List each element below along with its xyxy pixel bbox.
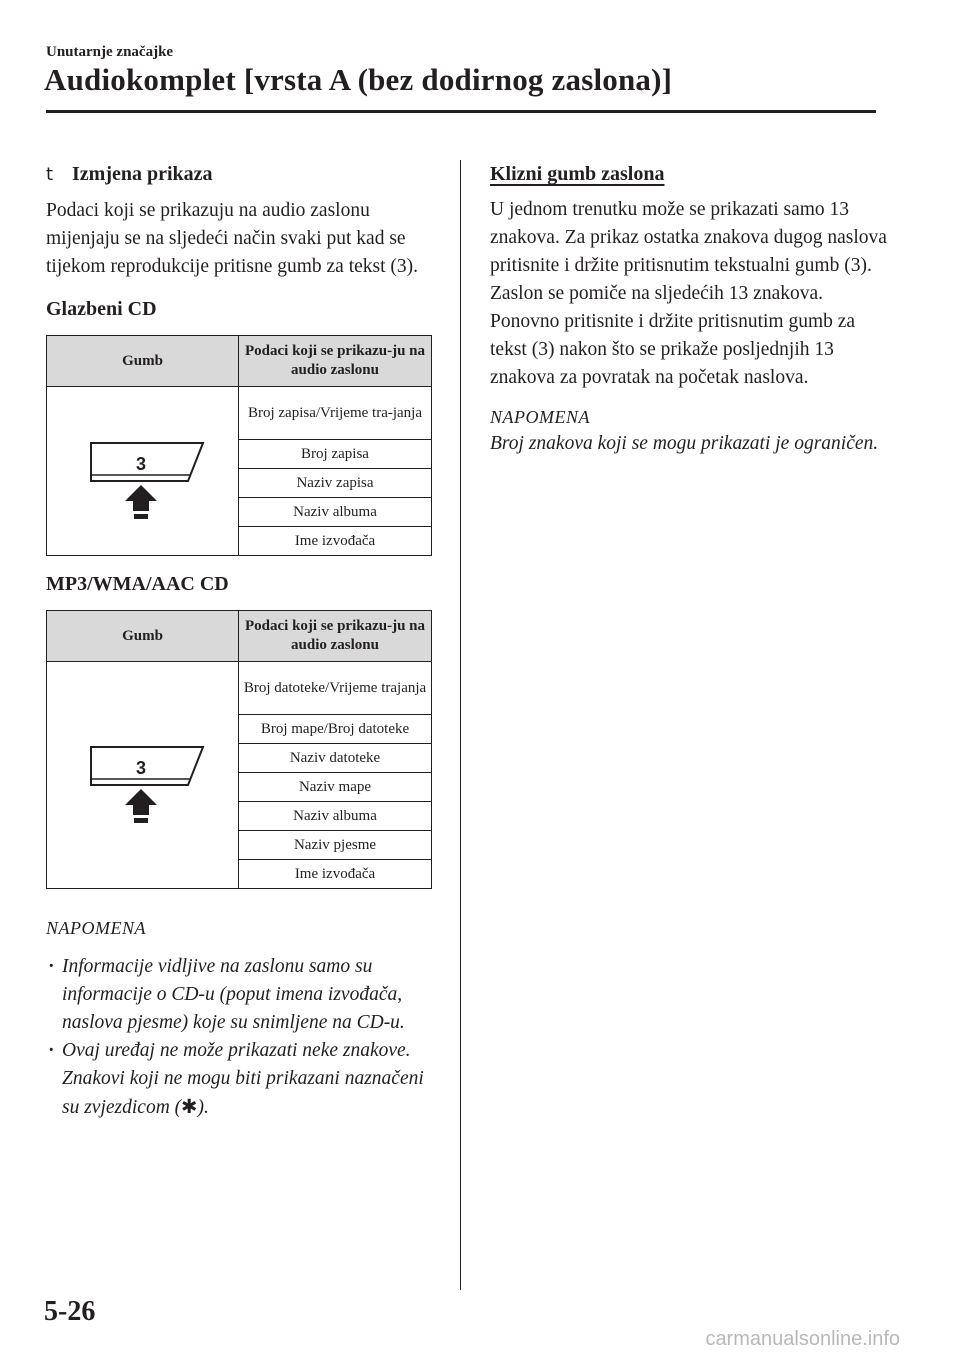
mp3-cd-heading: MP3/WMA/AAC CD: [46, 573, 229, 595]
table-header-display-data: Podaci koji se prikazu-ju na audio zaslonu: [239, 336, 432, 387]
scroll-button-body: U jednom trenutku može se prikazati samo 13 znakova. Za prikaz ostatka znakova dugog naslova pritisnite i držite pritisnutim tekstualni gumb (3). Zaslon se pomiče na sljedećih 13 znakova. Ponovno pritisnite i držite pritisnutim gumb za tekst (3) nakon što se prikaže posljednjih 13 znakova za povratak na početak naslova.: [490, 199, 887, 388]
page-title: Audiokomplet [vrsta A (bez dodirnog zaslona)]: [44, 62, 673, 97]
page-number: 5-26: [44, 1296, 96, 1327]
note-body: Broj znakova koji se mogu prikazati je ograničen.: [490, 433, 879, 454]
button-number: 3: [135, 758, 147, 778]
table-row: Naziv albuma: [239, 498, 432, 527]
note-text-end: ).: [197, 1097, 209, 1118]
text-button-illustration: [47, 662, 239, 889]
display-change-heading-text: Izmjena prikaza: [72, 163, 213, 185]
section-label: Unutarnje značajke: [46, 44, 174, 60]
table-row: Broj zapisa/Vrijeme tra-janja: [239, 387, 432, 440]
note-text: Ovaj uređaj ne može prikazati neke znakove. Znakovi koji ne mogu biti prikazani naznačeni su zvjezdicom (: [62, 1040, 424, 1118]
text-button-3-icon: [47, 393, 238, 543]
table-row: Naziv datoteke: [239, 744, 432, 773]
table-header-button: Gumb: [47, 611, 239, 662]
scroll-button-heading: Klizni gumb zaslona: [490, 163, 665, 185]
heading-bullet-icon: t: [46, 164, 54, 185]
column-divider: [460, 160, 461, 1290]
table-row: Ime izvođača: [239, 527, 432, 556]
note-list: [46, 953, 436, 1122]
table-row: Naziv mape: [239, 773, 432, 802]
mp3-cd-table: [46, 610, 432, 889]
table-row: Naziv zapisa: [239, 469, 432, 498]
display-change-intro: Podaci koji se prikazuju na audio zaslonu mijenjaju se na sljedeći način svaki put kad se tijekom reprodukcije pritisne gumb za tekst (3).: [46, 200, 419, 277]
list-item: · Informacije vidljive na zaslonu samo su informacije o CD-u (poput imena izvođača, naslova pjesme) koje su snimljene na CD-u.: [46, 953, 436, 1037]
table-header-display-data: Podaci koji se prikazu-ju na audio zaslonu: [239, 611, 432, 662]
right-column: [490, 160, 890, 458]
asterisk-icon: ✱: [181, 1095, 198, 1118]
note-block: [46, 915, 436, 1122]
watermark: carmanualsonline.info: [705, 1328, 900, 1350]
table-row: Broj mape/Broj datoteke: [239, 715, 432, 744]
left-column: [46, 160, 436, 1122]
table-row: Ime izvođača: [239, 860, 432, 889]
text-button-illustration: [47, 387, 239, 556]
note-title: NAPOMENA: [490, 407, 590, 427]
music-cd-heading: Glazbeni CD: [46, 298, 157, 320]
title-rule: [46, 110, 876, 113]
table-header-button: Gumb: [47, 336, 239, 387]
list-item: [46, 1037, 436, 1122]
music-cd-table: [46, 335, 432, 556]
table-row: Naziv pjesme: [239, 831, 432, 860]
note-title: NAPOMENA: [46, 918, 146, 938]
table-row: Naziv albuma: [239, 802, 432, 831]
button-number: 3: [135, 454, 147, 474]
note-block: [490, 404, 890, 458]
text-button-3-icon: [47, 697, 238, 847]
table-row: Broj zapisa: [239, 440, 432, 469]
table-row: Broj datoteke/Vrijeme trajanja: [239, 662, 432, 715]
display-change-heading: [46, 160, 436, 189]
